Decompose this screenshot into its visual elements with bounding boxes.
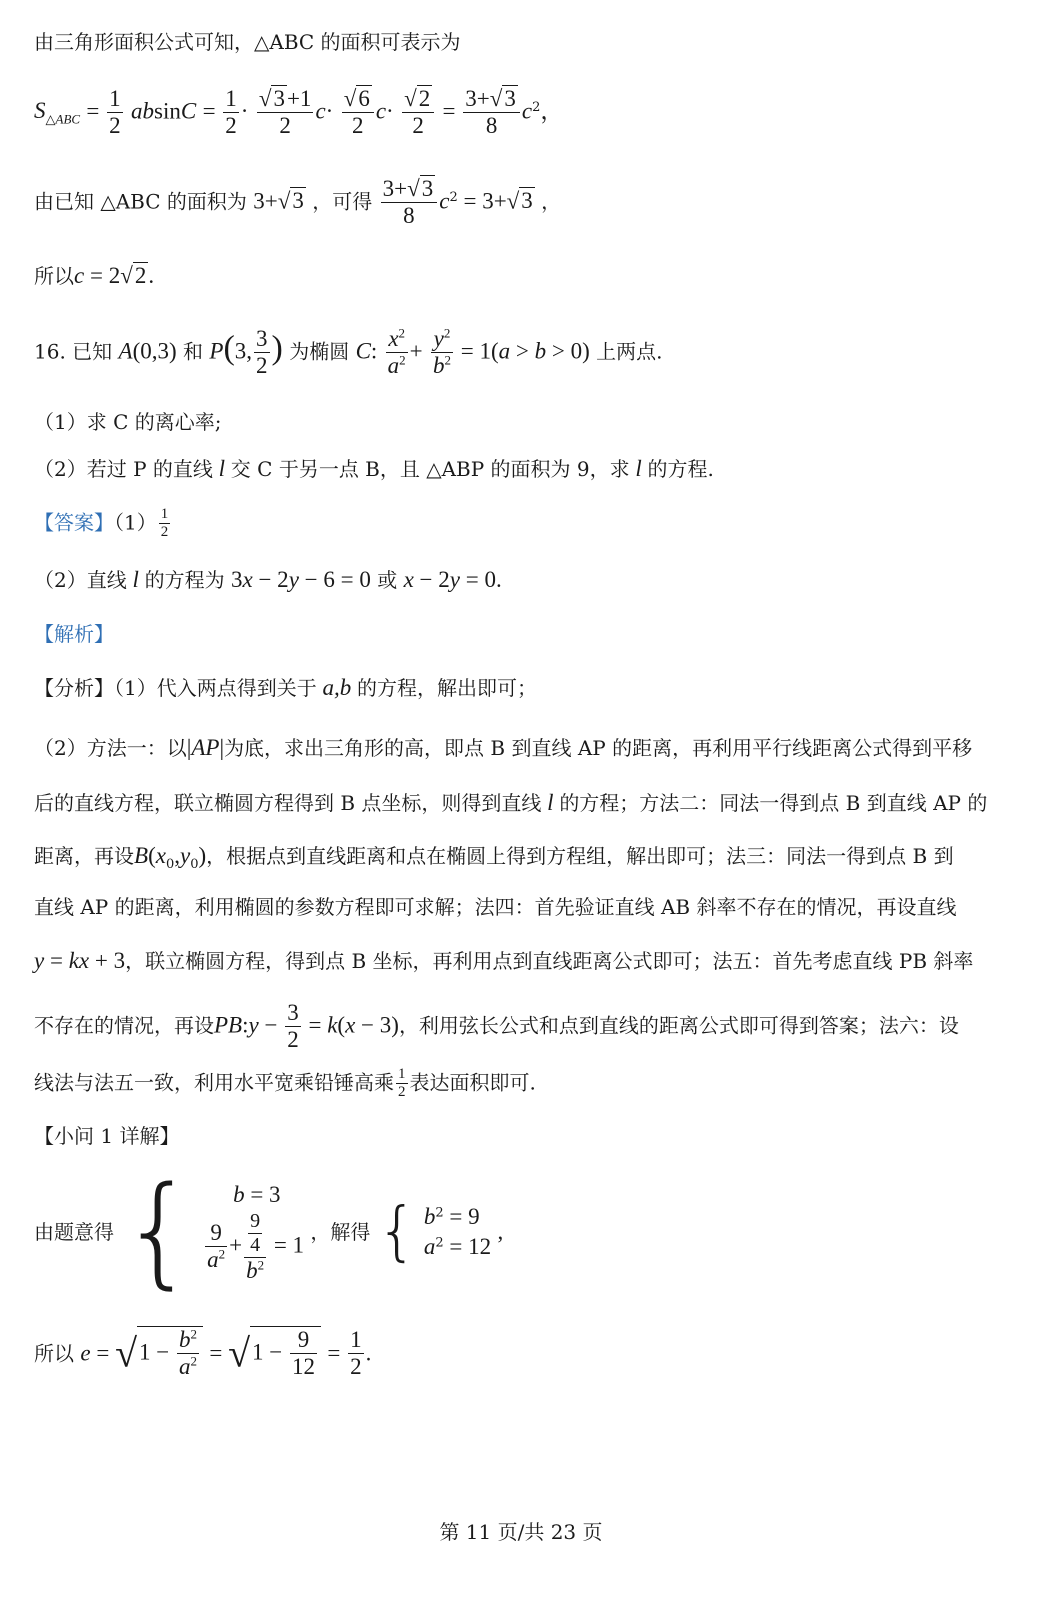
- text-line: [34, 30, 461, 54]
- fenxi-1: 【分析】（1）代入两点得到关于 a,b 的方程，解出即可；: [34, 675, 537, 700]
- question-1: （1）求 C 的离心率;: [34, 410, 222, 434]
- method-line-4: 直线 AP 的距离，利用椭圆的参数方程即可求解；法四：首先验证直线 AB 斜率不存在的情况，再设直线: [34, 895, 957, 919]
- method-line-2: 后的直线方程，联立椭圆方程得到 B 点坐标，则得到直线 l 的方程；方法二：同法一得到点 B 到直线 AP 的: [34, 790, 988, 815]
- method-line-6: 不存在的情况，再设PB:y − $\frac{3}{2}$ = k(x − 3)，利用弦长公式和点到直线的距离公式即可得到答案；法六：设: [34, 1000, 959, 1053]
- answer-1: 【答案】（1） $\frac{1}{2}$: [34, 506, 169, 541]
- method-line-3: 距离，再设$B(x_0,y_0)$，根据点到直线距离和点在椭圆上得到方程组，解出即可；法三：同法一得到点 B 到: [34, 843, 954, 872]
- eccentricity-result: 所以 e = √1 − $\frac{b^2}{a^2}$ = √1 − $\frac{9}{12}$ = $\frac{1}{2}$ .: [34, 1326, 372, 1380]
- method-line-5: y = kx + 3，联立椭圆方程，得到点 B 坐标，再利用点到直线距离公式即可；法五：首先考虑直线 PB 斜率: [34, 948, 974, 973]
- answer-label: 【答案】: [34, 510, 114, 535]
- method-line-1: （2）方法一：以|AP|为底，求出三角形的高，即点 B 到直线 AP 的距离，再利用平行线距离公式得到平移: [34, 735, 973, 760]
- system-equations: 由题意得 { b = 3 $\frac{9}{a^2}$ + $\frac{\frac{9}{4}}{b^2}$ = 1 ，解得 { $b^2 = 9$ $a^2 = 12$ ,: [34, 1162, 504, 1301]
- question-2: （2）若过 P 的直线 l 交 C 于另一点 B，且 △ABP 的面积为 9，求 l 的方程.: [34, 456, 714, 481]
- method-line-7: 线法与法五一致，利用水平宽乘铅锤高乘 $\frac{1}{2}$ 表达面积即可.: [34, 1066, 536, 1101]
- paragraph-text: 由三角形面积公式可知，△ABC 的面积可表示为: [34, 30, 461, 54]
- problem-16: 16. 已知 A(0,3) 和 P(3, $\frac{3}{2}$ ) 为椭圆 C: $\frac{x^2}{a^2}$ + $\frac{y^2}{b^2}$ = 1(a > b > 0) 上两点.: [34, 325, 663, 379]
- page-footer: 第 11 页/共 23 页: [439, 1520, 603, 1544]
- text-line: 由已知 △ABC 的面积为 3+√3 ，可得 $\frac{3+√3}{8}$ $c^2 = 3+√3$ ，: [34, 176, 562, 229]
- subquestion-1-heading: 【小问 1 详解】: [34, 1124, 180, 1148]
- answer-2: （2）直线 l 的方程为 3x − 2y − 6 = 0 或 x − 2y = 0.: [34, 567, 502, 592]
- analysis-heading: 【解析】: [34, 622, 114, 646]
- area-formula: $S_{\triangle ABC}$ = $\frac{1}{2}$ absinC = $\frac{1}{2}$ · $\frac{√3+1}{2}$ c· $\frac{√6}{2}$ c· $\frac{√2}{2}$ = $\frac{3+√3}{8}$ $c^2$，: [34, 86, 564, 139]
- text-line: 所以c = 2√2.: [34, 263, 155, 288]
